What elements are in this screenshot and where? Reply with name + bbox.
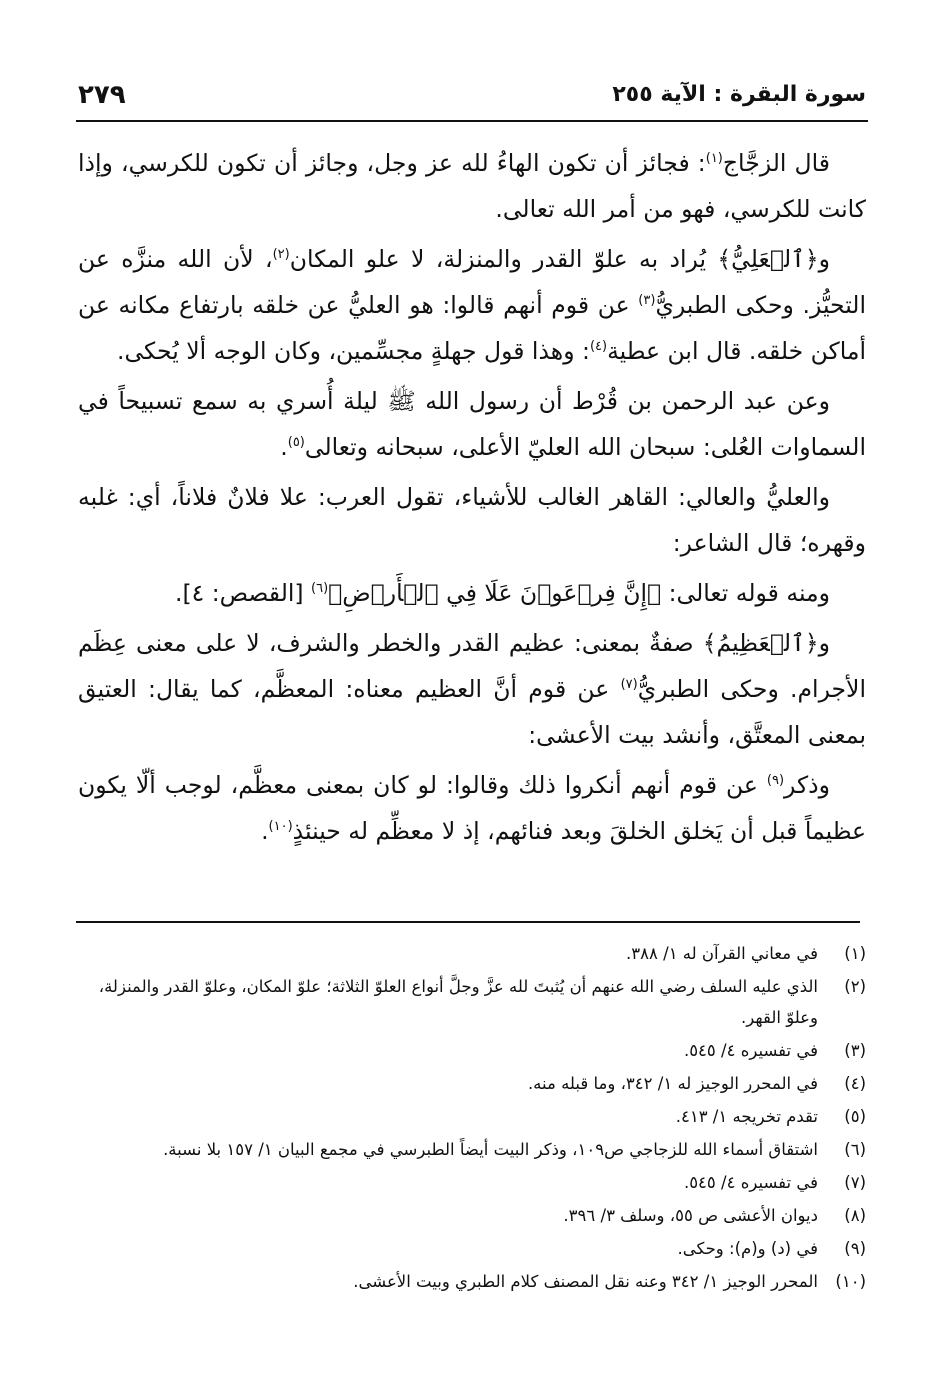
footnote-ref[interactable]: (١٠) <box>268 819 293 835</box>
footnote <box>90 1068 866 1099</box>
footnote-ref[interactable]: (١) <box>705 151 723 167</box>
footnote <box>90 1200 866 1231</box>
footnote-text: في تفسيره ٤/ ٥٤٥. <box>683 1041 818 1060</box>
text-run: قال الزجَّاج <box>722 149 830 177</box>
paragraph-al-azim <box>78 620 866 758</box>
footnote-text: في المحرر الوجيز له ١/ ٣٤٢، وما قبله منه. <box>527 1074 818 1093</box>
running-title: سورة البقرة : الآية ٢٥٥ <box>612 82 866 107</box>
footnote-number: (٤) <box>844 1074 866 1093</box>
footnote-text: الذي عليه السلف رضي الله عنهم أن يُثبتَ لله عزَّ وجلَّ أنواع العلوّ الثلاثة؛ علوّ المكان، وعلوّ القدر والمنزلة، وعلوّ القهر. <box>98 977 818 1027</box>
text-run: . <box>261 817 269 845</box>
text-run: عن قوم أنهم قالوا: هو العليُّ عن خلقه بارتفاع مكانه عن أماكن خلقه. قال ابن عطية <box>78 291 866 365</box>
text-run: : وهذا قول جهلةٍ مجسِّمين، وكان الوجه ألا يُحكى. <box>117 337 590 365</box>
text-run: عن قوم أنَّ العظيم معناه: المعظَّم، كما يقال: العتيق بمعنى المعتَّق، وأنشد بيت الأعشى: <box>78 675 866 749</box>
footnote-text: ديوان الأعشى ص ٥٥، وسلف ٣/ ٣٩٦. <box>563 1206 818 1225</box>
footnote-text: في تفسيره ٤/ ٥٤٥. <box>683 1173 818 1192</box>
footnote-number: (٣) <box>844 1041 866 1060</box>
text-run: . <box>280 433 288 461</box>
text-run: ومنه قوله تعالى: ﴿إِنَّ فِرۡعَوۡنَ عَلَا فِي ٱلۡأَرۡضِ﴾ <box>328 579 830 607</box>
footnote <box>90 1266 866 1297</box>
paragraph-quran-citation <box>78 570 866 616</box>
main-text <box>78 140 866 858</box>
footnote-text: المحرر الوجيز ١/ ٣٤٢ وعنه نقل المصنف كلام الطبري وبيت الأعشى. <box>353 1272 818 1291</box>
footnote-number: (٦) <box>844 1140 866 1159</box>
text-run: ، لأن الله منزَّه عن التحيُّز. وحكى الطبريُّ <box>78 245 866 319</box>
text-run: وعن عبد الرحمن بن قُرْط أن رسول الله ﷺ ليلة أُسري به سمع تسبيحاً في السماوات العُلى: سبحان الله العليّ الأعلى، سبحانه وتعالى <box>78 387 866 461</box>
footnote <box>90 1233 866 1264</box>
footnote <box>90 938 866 969</box>
text-run: : فجائز أن تكون الهاءُ لله عز وجل، وجائز أن تكون للكرسي، وإذا كانت للكرسي، فهو من أمر الله تعالى. <box>78 149 866 223</box>
paragraph-zajjaj <box>78 140 866 232</box>
footnote-ref[interactable]: (٩) <box>766 773 785 789</box>
footnote-number: (٩) <box>844 1239 866 1258</box>
text-run: و﴿ٱلۡعَظِيمُ﴾ صفةٌ بمعنى: عظيم القدر والخطر والشرف، لا على معنى عِظَم الأجرام. وحكى الطبريُّ <box>78 629 866 703</box>
header-rule <box>76 120 868 122</box>
text-run: وذكر <box>784 771 830 799</box>
paragraph-al-aliyy <box>78 236 866 374</box>
footnote-ref[interactable]: (٦) <box>311 581 329 597</box>
footnote <box>90 1035 866 1066</box>
footnotes <box>90 938 866 1299</box>
footnote-separator <box>76 921 860 923</box>
paragraph-dhikr <box>78 762 866 854</box>
footnote-ref[interactable]: (٣) <box>638 293 656 309</box>
footnote-ref[interactable]: (٥) <box>287 435 305 451</box>
page-header <box>78 78 866 116</box>
footnote-number: (١٠) <box>835 1272 866 1291</box>
footnote-number: (٢) <box>844 977 866 996</box>
footnote <box>90 1134 866 1165</box>
footnote-ref[interactable]: (٧) <box>620 677 638 693</box>
footnote-number: (٥) <box>844 1107 866 1126</box>
footnote-text: في (د) و(م): وحكى. <box>677 1239 818 1258</box>
footnote-number: (٨) <box>844 1206 866 1225</box>
footnote-number: (٧) <box>844 1173 866 1192</box>
footnote-ref[interactable]: (٤) <box>589 339 608 355</box>
footnote <box>90 1167 866 1198</box>
footnote-text: تقدم تخريجه ١/ ٤١٣. <box>675 1107 818 1126</box>
footnote-text: اشتقاق أسماء الله للزجاجي ص١٠٩، وذكر البيت أيضاً الطبرسي في مجمع البيان ١/ ١٥٧ بلا نسبة. <box>163 1140 818 1159</box>
footnote-number: (١) <box>844 944 866 963</box>
paragraph-al-ali <box>78 474 866 566</box>
text-run: عن قوم أنهم أنكروا ذلك وقالوا: لو كان بمعنى معظَّم، لوجب ألّا يكون عظيماً قبل أن يَخلق الخلقَ وبعد فنائهم، إذ لا معظِّم له حينئذٍ <box>78 771 866 845</box>
footnote-text: في معاني القرآن له ١/ ٣٨٨. <box>626 944 818 963</box>
page-number: ٢٧٩ <box>78 80 126 110</box>
paragraph-hadith <box>78 378 866 470</box>
text-run: [القصص: ٤]. <box>174 579 312 607</box>
text-run: والعليُّ والعالي: القاهر الغالب للأشياء، تقول العرب: علا فلانٌ فلاناً، أي: غلبه وقهره؛ قال الشاعر: <box>78 483 866 557</box>
footnote-ref[interactable]: (٢) <box>272 247 290 263</box>
footnote <box>90 1101 866 1132</box>
text-run: و﴿ٱلۡعَلِيُّ﴾ يُراد به علوّ القدر والمنزلة، لا علو المكان <box>289 245 830 273</box>
footnote <box>90 971 866 1033</box>
